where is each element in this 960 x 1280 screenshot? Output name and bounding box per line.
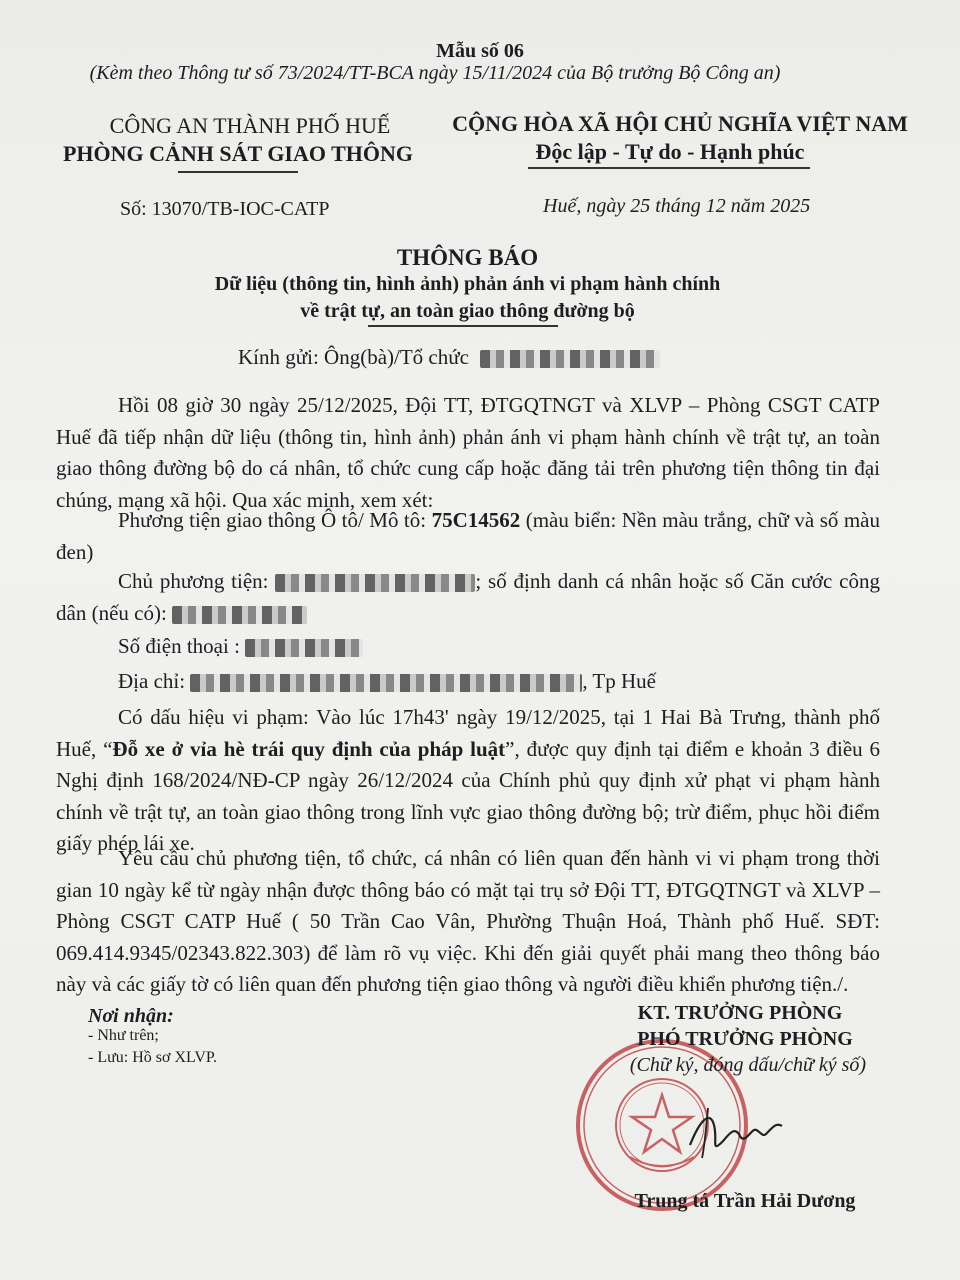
paragraph-vehicle — [56, 505, 880, 568]
violation-rest: ”, được quy định tại điểm e khoản 3 điều 6 Nghị định 168/2024/NĐ-CP ngày 26/12/2024 của Chính phủ quy định xử phạt vi phạm hành chính về trật tự, an toàn giao thông trong lĩnh vực giao thông đường bộ; trừ điểm, phục hồi điểm giấy phép lái xe. — [56, 736, 881, 855]
sign-line2: PHÓ TRƯỞNG PHÒNG — [637, 1028, 853, 1050]
license-plate: 75C14562 — [431, 508, 521, 532]
plate-color: (màu biển: Nền màu trắng, chữ và số màu đen) — [56, 508, 880, 564]
redacted-phone — [245, 639, 363, 657]
doc-subtitle-line1: Dữ liệu (thông tin, hình ảnh) phản ánh vi phạm hành chính — [214, 273, 721, 295]
violation-intro: Có dấu hiệu vi phạm: Vào lúc 17h43' ngày 19/12/2025, tại 1 Hai Bà Trưng, thành phố Huế, “ — [56, 705, 880, 761]
redacted-id — [172, 606, 307, 624]
redacted-recipient — [480, 350, 660, 368]
phone-label: Số điện thoại : — [118, 634, 240, 658]
form-number: Mẫu số 06 — [436, 40, 524, 62]
redacted-address — [190, 674, 582, 692]
recipient-line — [238, 342, 660, 372]
address-label: Địa chỉ: — [118, 669, 186, 693]
address-tail: , Tp Huế — [582, 669, 656, 693]
paragraph-address — [56, 666, 880, 698]
place-date: Huế, ngày 25 tháng 12 năm 2025 — [543, 195, 811, 217]
country-name: CỘNG HÒA XÃ HỘI CHỦ NGHĨA VIỆT NAM — [452, 111, 908, 136]
paragraph-phone — [56, 631, 880, 663]
recipients-item: - Lưu: Hồ sơ XLVP. — [88, 1049, 217, 1066]
owner-id-label: ; số định danh cá nhân hoặc số Căn cước công dân (nếu có): — [56, 569, 881, 625]
paragraph-received-text: Hồi 08 giờ 30 ngày 25/12/2025, Đội TT, ĐTGQTNGT và XLVP – Phòng CSGT CATP Huế đã tiếp nhận dữ liệu (thông tin, hình ảnh) phản ánh vi phạm hành chính về trật tự, an toàn giao thông đường bộ do cá nhân, tổ chức cung cấp hoặc đăng tải trên phương tiện thông tin đại chúng, mạng xã hội. Qua xác minh, xem xét: — [56, 393, 880, 512]
form-attachment-note: (Kèm theo Thông tư số 73/2024/TT-BCA ngày 15/11/2024 của Bộ trưởng Bộ Công an) — [89, 62, 781, 84]
recipients-label: Nơi nhận: — [88, 1005, 174, 1027]
motto: Độc lập - Tự do - Hạnh phúc — [535, 139, 805, 164]
handwritten-signature-icon — [680, 1100, 800, 1160]
redacted-owner — [275, 574, 475, 592]
doc-number: Số: 13070/TB-IOC-CATP — [120, 198, 330, 220]
recipient-label: Kính gửi: Ông(bà)/Tổ chức — [238, 345, 469, 369]
agency-underline — [178, 171, 298, 173]
doc-title: THÔNG BÁO — [396, 245, 539, 270]
paragraph-violation — [56, 702, 880, 860]
recipients-item: - Như trên; — [88, 1027, 159, 1044]
paragraph-received — [56, 390, 880, 516]
signer-name: Trung tá Trần Hải Dương — [634, 1190, 856, 1212]
agency-parent: CÔNG AN THÀNH PHỐ HUẾ — [109, 113, 391, 138]
agency-name: PHÒNG CẢNH SÁT GIAO THÔNG — [62, 141, 413, 166]
request-text: Yêu cầu chủ phương tiện, tổ chức, cá nhân có liên quan đến hành vi vi phạm trong thời gian 10 ngày kể từ ngày nhận được thông báo có mặt tại trụ sở Đội TT, ĐTGQTNGT và XLVP – Phòng CSGT CATP Huế ( 50 Trần Cao Vân, Phường Thuận Hoá, Thành phố Huế. SĐT: 069.414.9345/02343.822.303) để làm rõ vụ việc. Khi đến giải quyết phải mang theo thông báo này và các giấy tờ có liên quan đến phương tiện giao thông và người điều khiển phương tiện./. — [56, 846, 880, 996]
violation-name: Đỗ xe ở vỉa hè trái quy định của pháp luật — [112, 736, 506, 761]
sign-note: (Chữ ký, đóng dấu/chữ ký số) — [629, 1054, 867, 1076]
vehicle-label: Phương tiện giao thông Ô tô/ Mô tô: — [118, 508, 427, 532]
motto-underline — [528, 167, 810, 169]
paragraph-request — [56, 843, 880, 1001]
doc-subtitle-line2: về trật tự, an toàn giao thông đường bộ — [300, 300, 635, 322]
sign-line1: KT. TRƯỞNG PHÒNG — [637, 1002, 843, 1024]
title-underline — [368, 325, 558, 327]
paragraph-owner — [56, 566, 880, 629]
owner-label: Chủ phương tiện: — [118, 569, 269, 593]
